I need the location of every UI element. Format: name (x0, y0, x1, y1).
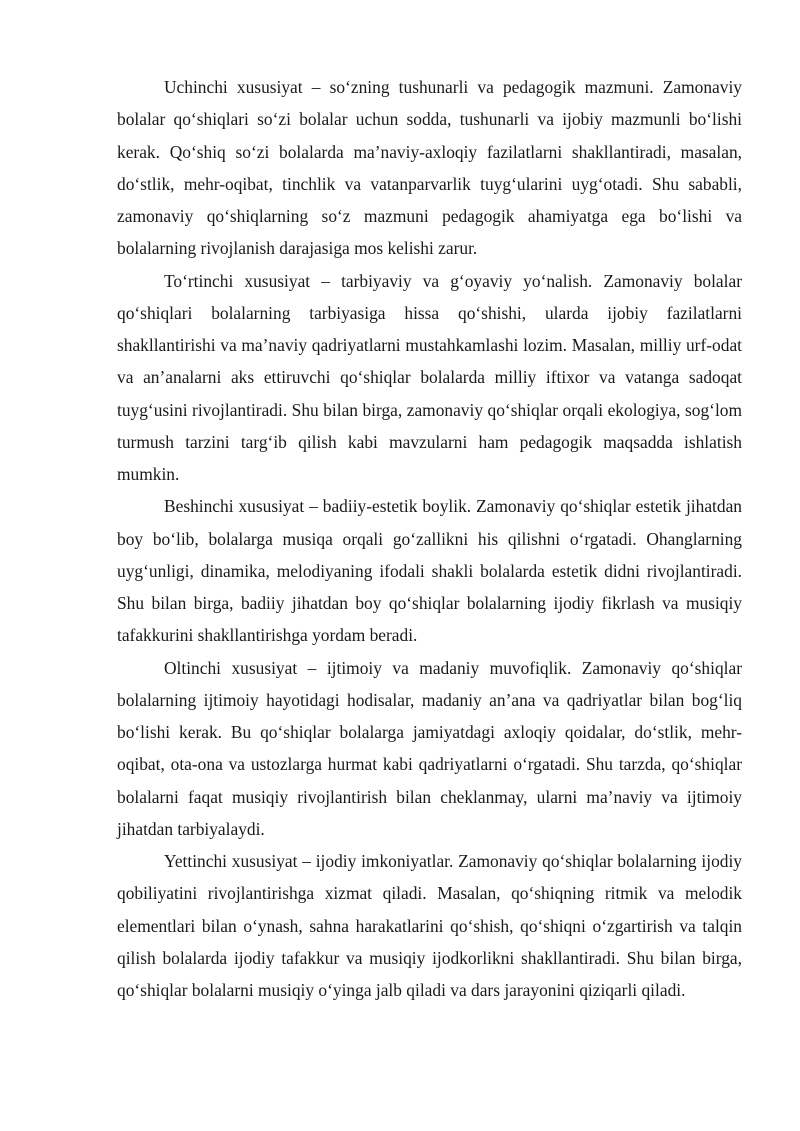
document-page (117, 71, 742, 1006)
paragraph-fourth-feature: To‘rtinchi xususiyat – tarbiyaviy va g‘oyaviy yo‘nalish. Zamonaviy bolalar qo‘shiqlari bolalarning tarbiyasiga hissa qo‘shishi, ularda ijobiy fazilatlarni shakllantirishi va ma’naviy qadriyatlarni mustahkamlashi lozim. Masalan, milliy urf-odat va an’analarni aks ettiruvchi qo‘shiqlar bolalarda milliy iftixor va vatanga sadoqat tuyg‘usini rivojlantiradi. Shu bilan birga, zamonaviy qo‘shiqlar orqali ekologiya, sog‘lom turmush tarzini targ‘ib qilish kabi mavzularni ham pedagogik maqsadda ishlatish mumkin. (117, 270, 742, 484)
paragraph-seventh-feature: Yettinchi xususiyat – ijodiy imkoniyatlar. Zamonaviy qo‘shiqlar bolalarning ijodiy qobiliyatini rivojlantirishga xizmat qiladi. Masalan, qo‘shiqning ritmik va melodik elementlari bilan o‘ynash, sahna harakatlarini qo‘shish, qo‘shiqni o‘zgartirish va talqin qilish bolalarda ijodiy tafakkur va musiqiy ijodkorlikni shakllantiradi. Shu bilan birga, qo‘shiqlar bolalarni musiqiy o‘yinga jalb qiladi va dars jarayonini qiziqarli qiladi. (117, 851, 742, 1000)
paragraph-sixth-feature: Oltinchi xususiyat – ijtimoiy va madaniy muvofiqlik. Zamonaviy qo‘shiqlar bolalarning ijtimoiy hayotidagi hodisalar, madaniy an’ana va qadriyatlar bilan bog‘liq bo‘lishi kerak. Bu qo‘shiqlar bolalarga jamiyatdagi axloqiy qoidalar, do‘stlik, mehr-oqibat, ota-ona va ustozlarga hurmat kabi qadriyatlarni o‘rgatadi. Shu tarzda, qo‘shiqlar bolalarni faqat musiqiy rivojlantirish bilan cheklanmay, ularni ma’naviy va ijtimoiy jihatdan tarbiyalaydi. (117, 657, 742, 839)
paragraph-fifth-feature: Beshinchi xususiyat – badiiy-estetik boylik. Zamonaviy qo‘shiqlar estetik jihatdan boy bo‘lib, bolalarga musiqa orqali go‘zallikni his qilishni o‘rgatadi. Ohanglarning uyg‘unligi, dinamika, melodiyaning ifodali shakli bolalarda estetik didni rivojlantiradi. Shu bilan birga, badiiy jihatdan boy qo‘shiqlar bolalarning ijodiy fikrlash va musiqiy tafakkurini shakllantirishga yordam beradi. (117, 496, 742, 646)
paragraph-third-feature: Uchinchi xususiyat – so‘zning tushunarli va pedagogik mazmuni. Zamonaviy bolalar qo‘shiqlari so‘zi bolalar uchun sodda, tushunarli va ijobiy mazmunli bo‘lishi kerak. Qo‘shiq so‘zi bolalarda ma’naviy-axloqiy fazilatlarni shakllantiradi, masalan, do‘stlik, mehr-oqibat, tinchlik va vatanparvarlik tuyg‘ularini uyg‘otadi. Shu sababli, zamonaviy qo‘shiqlarning so‘z mazmuni pedagogik ahamiyatga ega bo‘lishi va bolalarning rivojlanish darajasiga mos kelishi zarur. (117, 77, 742, 259)
